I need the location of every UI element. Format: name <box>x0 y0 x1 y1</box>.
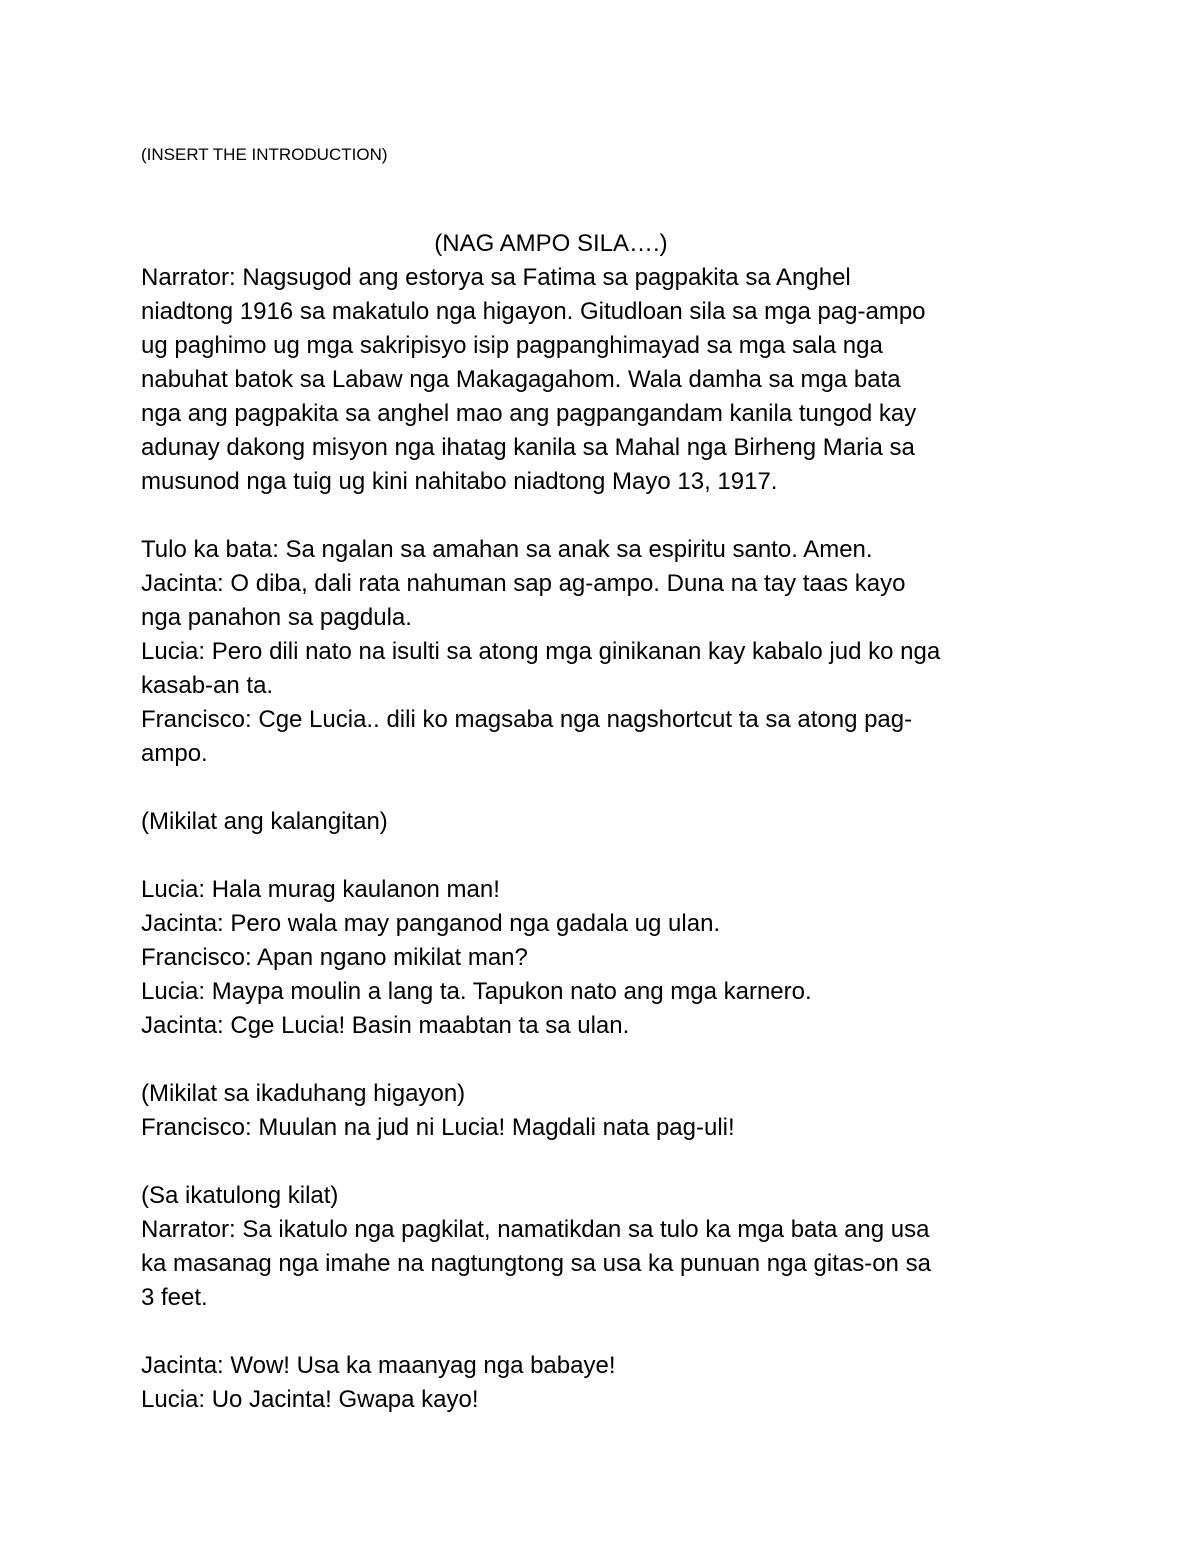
script-line: ampo. <box>141 740 208 767</box>
blank-line <box>141 839 1071 873</box>
script-line: nga panahon sa pagdula. <box>141 604 412 631</box>
blank-line <box>141 771 1071 805</box>
scene-heading: (NAG AMPO SILA….) <box>434 230 668 257</box>
script-line: Tulo ka bata: Sa ngalan sa amahan sa anak sa espiritu santo. Amen. <box>141 536 873 563</box>
script-line: Lucia: Pero dili nato na isulti sa atong mga ginikanan kay kabalo jud ko nga <box>141 638 941 665</box>
blank-line <box>141 1315 1071 1349</box>
blank-line <box>141 1145 1071 1179</box>
script-line: (Mikilat ang kalangitan) <box>141 808 388 835</box>
script-line: niadtong 1916 sa makatulo nga higayon. Gitudloan sila sa mga pag-ampo <box>141 298 926 325</box>
script-line: (Mikilat sa ikaduhang higayon) <box>141 1080 466 1107</box>
blank-line <box>141 499 1071 533</box>
script-line: Lucia: Uo Jacinta! Gwapa kayo! <box>141 1386 479 1413</box>
script-line: kasab-an ta. <box>141 672 274 699</box>
script-line: Francisco: Cge Lucia.. dili ko magsaba nga nagshortcut ta sa atong pag- <box>141 706 913 733</box>
script-line: Jacinta: Wow! Usa ka maanyag nga babaye! <box>141 1352 616 1379</box>
script-lines <box>141 261 1071 1417</box>
script-line: nabuhat batok sa Labaw nga Makagagahom. Wala damha sa mga bata <box>141 366 901 393</box>
script-line: Jacinta: Pero wala may panganod nga gadala ug ulan. <box>141 910 721 937</box>
script-line: Jacinta: O diba, dali rata nahuman sap ag-ampo. Duna na tay taas kayo <box>141 570 906 597</box>
intro-placeholder-note: (INSERT THE INTRODUCTION) <box>141 145 388 164</box>
script-line: musunod nga tuig ug kini nahitabo niadtong Mayo 13, 1917. <box>141 468 778 495</box>
script-line: Narrator: Sa ikatulo nga pagkilat, namatikdan sa tulo ka mga bata ang usa <box>141 1216 930 1243</box>
script-line: Francisco: Apan ngano mikilat man? <box>141 944 528 971</box>
script-line: (Sa ikatulong kilat) <box>141 1182 339 1209</box>
script-line: 3 feet. <box>141 1284 208 1311</box>
script-line: Jacinta: Cge Lucia! Basin maabtan ta sa ulan. <box>141 1012 630 1039</box>
script-line: Lucia: Maypa moulin a lang ta. Tapukon nato ang mga karnero. <box>141 978 812 1005</box>
script-line: ka masanag nga imahe na nagtungtong sa usa ka punuan nga gitas-on sa <box>141 1250 931 1277</box>
script-line: nga ang pagpakita sa anghel mao ang pagpangandam kanila tungod kay <box>141 400 917 427</box>
script-line: Narrator: Nagsugod ang estorya sa Fatima sa pagpakita sa Anghel <box>141 264 851 291</box>
blank-line <box>141 1043 1071 1077</box>
script-line: Lucia: Hala murag kaulanon man! <box>141 876 500 903</box>
script-line: Francisco: Muulan na jud ni Lucia! Magdali nata pag-uli! <box>141 1114 735 1141</box>
script-line: adunay dakong misyon nga ihatag kanila sa Mahal nga Birheng Maria sa <box>141 434 915 461</box>
script-line: ug paghimo ug mga sakripisyo isip pagpanghimayad sa mga sala nga <box>141 332 883 359</box>
script-body <box>141 227 1071 1417</box>
